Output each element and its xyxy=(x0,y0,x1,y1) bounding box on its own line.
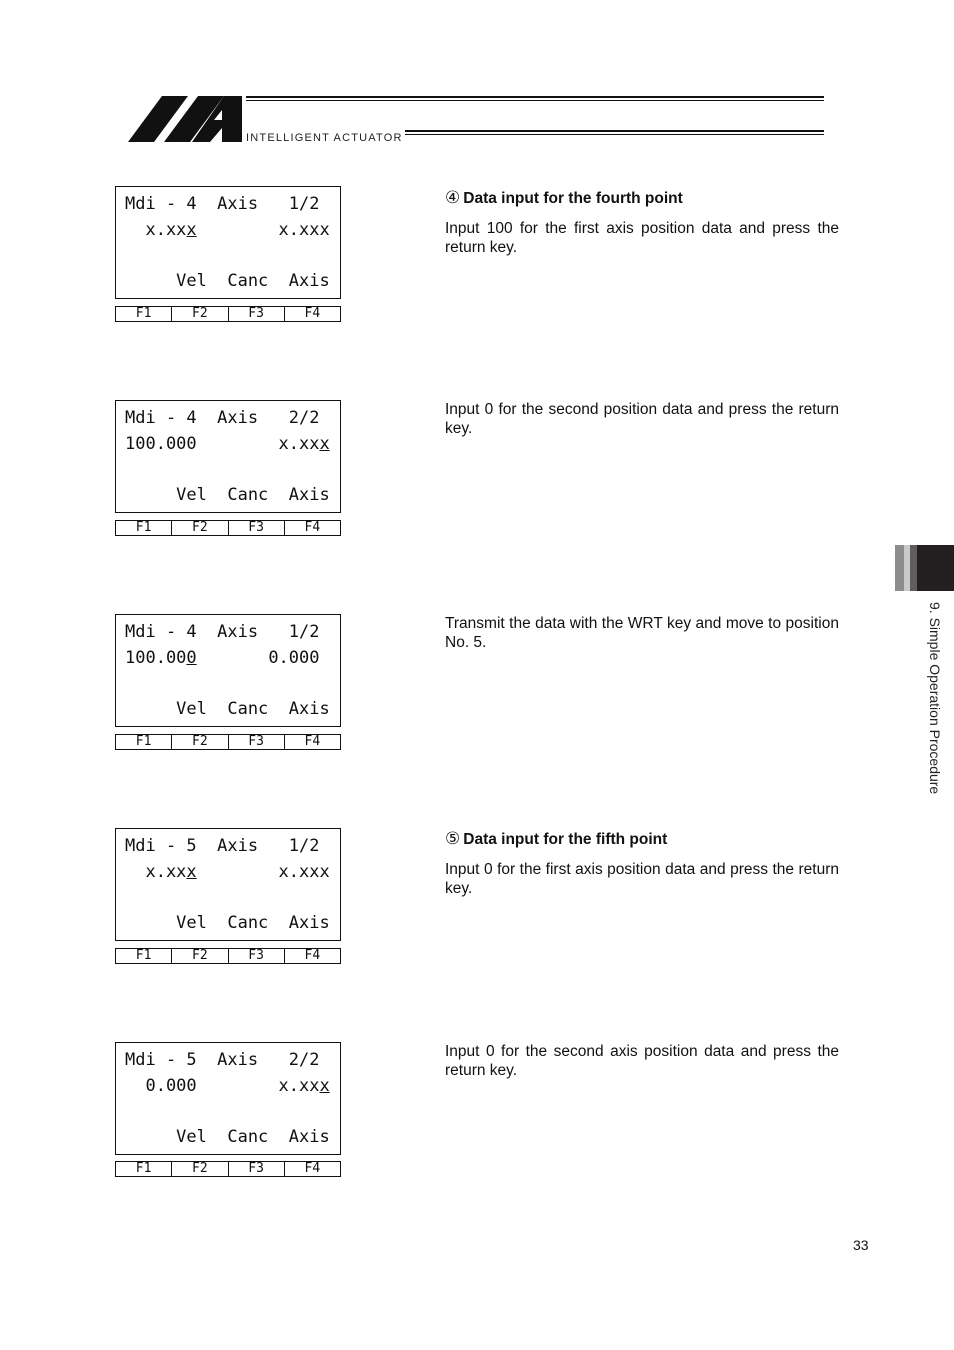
lcd-line-title: Mdi - 4 Axis 1/2 xyxy=(125,622,320,642)
lcd-line-values: 100.000 0.000 xyxy=(125,648,320,668)
f1-key[interactable]: F1 xyxy=(116,735,172,749)
step-text: Input 0 for the first axis position data and press the return key. xyxy=(445,861,839,897)
step-text: Input 0 for the second position data and press the return key. xyxy=(445,401,839,437)
lcd-line-values: 100.000 x.xxx xyxy=(125,434,330,454)
chapter-tab xyxy=(917,545,954,591)
f1-key[interactable]: F1 xyxy=(116,521,172,535)
page-number: 33 xyxy=(853,1237,869,1253)
f3-key[interactable]: F3 xyxy=(229,735,285,749)
lcd-line-title: Mdi - 5 Axis 1/2 xyxy=(125,836,320,856)
lcd-line-title: Mdi - 5 Axis 2/2 xyxy=(125,1050,320,1070)
f2-key[interactable]: F2 xyxy=(172,1162,228,1176)
f3-key[interactable]: F3 xyxy=(229,307,285,321)
lcd-line-menu: Vel Canc Axis xyxy=(125,913,330,933)
lcd-cursor: 0 xyxy=(186,648,197,668)
lcd-screen xyxy=(115,400,341,513)
lcd-line-values: x.xxx x.xxx xyxy=(125,220,330,240)
logo-subtitle: INTELLIGENT ACTUATOR xyxy=(246,132,403,144)
lcd-cursor: x xyxy=(319,434,330,454)
step-fifth-point xyxy=(445,829,839,898)
f3-key[interactable]: F3 xyxy=(229,1162,285,1176)
lcd-cursor: x xyxy=(319,1076,330,1096)
header-rule-top-thin xyxy=(246,100,824,101)
step-transmit xyxy=(445,614,839,652)
lcd-cursor: x xyxy=(186,862,197,882)
header-rule-bottom xyxy=(405,130,824,132)
f4-key[interactable]: F4 xyxy=(304,520,321,535)
lcd-line-values: x.xxx x.xxx xyxy=(125,862,330,882)
lcd-line-title: Mdi - 4 Axis 1/2 xyxy=(125,194,320,214)
lcd-cursor: x xyxy=(186,220,197,240)
function-keys xyxy=(115,1161,341,1177)
function-keys xyxy=(115,306,341,322)
chapter-tab-stripe xyxy=(895,545,904,591)
function-keys xyxy=(115,948,341,964)
f4-key[interactable]: F4 xyxy=(304,948,321,963)
lcd-line-menu: Vel Canc Axis xyxy=(125,485,330,505)
step-fourth-point xyxy=(445,188,839,257)
f2-key[interactable]: F2 xyxy=(172,307,228,321)
lcd-line-menu: Vel Canc Axis xyxy=(125,699,330,719)
f4-key[interactable]: F4 xyxy=(304,1161,321,1176)
chapter-tab-stripe xyxy=(910,545,917,591)
header-rule-bottom-thin xyxy=(405,134,824,135)
f4-key[interactable]: F4 xyxy=(304,734,321,749)
step-heading: ④ Data input for the fourth point xyxy=(445,188,683,207)
lcd-line-menu: Vel Canc Axis xyxy=(125,271,330,291)
lcd-screen xyxy=(115,186,341,299)
f2-key[interactable]: F2 xyxy=(172,735,228,749)
f2-key[interactable]: F2 xyxy=(172,949,228,963)
lcd-line-menu: Vel Canc Axis xyxy=(125,1127,330,1147)
step-text: Input 100 for the first axis position data and press the return key. xyxy=(445,220,839,256)
step-number-marker: ④ xyxy=(445,188,461,207)
lcd-screen xyxy=(115,614,341,727)
function-keys xyxy=(115,520,341,536)
lcd-line-values: 0.000 x.xxx xyxy=(125,1076,330,1096)
header-rule-top xyxy=(246,96,824,98)
lcd-line-title: Mdi - 4 Axis 2/2 xyxy=(125,408,320,428)
iai-logo xyxy=(126,92,246,146)
step-second-axis xyxy=(445,1042,839,1080)
step-text: Transmit the data with the WRT key and move to position No. 5. xyxy=(445,615,839,651)
function-keys xyxy=(115,734,341,750)
step-number-marker: ⑤ xyxy=(445,829,461,848)
step-second-position xyxy=(445,400,839,438)
lcd-screen xyxy=(115,828,341,941)
f2-key[interactable]: F2 xyxy=(172,521,228,535)
lcd-screen xyxy=(115,1042,341,1155)
step-heading: ⑤ Data input for the fifth point xyxy=(445,829,668,848)
f1-key[interactable]: F1 xyxy=(116,1162,172,1176)
step-text: Input 0 for the second axis position data and press the return key. xyxy=(445,1043,839,1079)
f1-key[interactable]: F1 xyxy=(116,307,172,321)
f4-key[interactable]: F4 xyxy=(304,306,321,321)
chapter-label: 9. Simple Operation Procedure xyxy=(927,602,943,795)
f3-key[interactable]: F3 xyxy=(229,521,285,535)
f3-key[interactable]: F3 xyxy=(229,949,285,963)
f1-key[interactable]: F1 xyxy=(116,949,172,963)
